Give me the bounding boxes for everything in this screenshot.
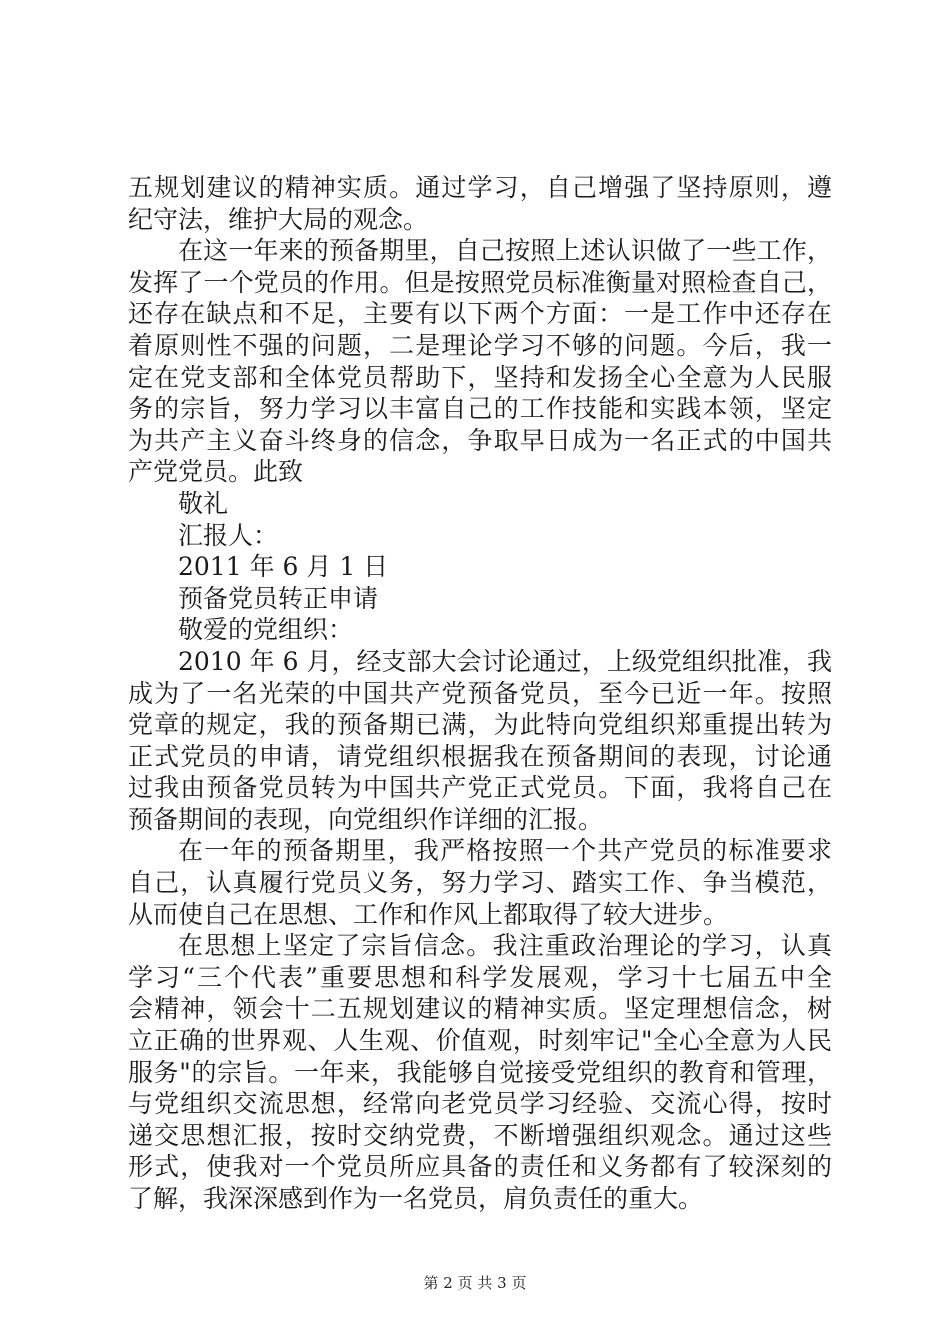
text-line: 成为了一名光荣的中国共产党预备党员，至今已近一年。按照 (128, 678, 832, 708)
text-line: 敬爱的党组织： (178, 615, 354, 645)
text-line: 立正确的世界观、人生观、价值观，时刻牢记"全心全意为人民 (128, 1026, 832, 1056)
text-line: 着原则性不强的问题，二是理论学习不够的问题。今后，我一 (128, 330, 832, 360)
text-line: 会精神，领会十二五规划建议的精神实质。坚定理想信念，树 (128, 994, 832, 1024)
text-line: 在这一年来的预备期里，自己按照上述认识做了一些工作， (178, 236, 832, 266)
text-line: 正式党员的申请，请党组织根据我在预备期间的表现，讨论通 (128, 741, 832, 771)
text-line: 敬礼 (178, 488, 229, 518)
text-line: 为共产主义奋斗终身的信念，争取早日成为一名正式的中国共 (128, 425, 832, 455)
text-line: 党章的规定，我的预备期已满，为此特向党组织郑重提出转为 (128, 710, 832, 740)
text-line: 预备党员转正申请 (178, 583, 379, 613)
text-line: 纪守法，维护大局的观念。 (128, 204, 429, 234)
text-line: 在思想上坚定了宗旨信念。我注重政治理论的学习，认真 (178, 931, 832, 961)
text-line: 形式，使我对一个党员所应具备的责任和义务都有了较深刻的 (128, 1152, 832, 1182)
text-line: 递交思想汇报，按时交纳党费，不断增强组织观念。通过这些 (128, 1120, 832, 1150)
text-line: 产党党员。此致 (128, 457, 304, 487)
text-line: 服务"的宗旨。一年来，我能够自觉接受党组织的教育和管理， (128, 1057, 832, 1087)
text-line: 过我由预备党员转为中国共产党正式党员。下面，我将自己在 (128, 773, 832, 803)
text-line: 学习“三个代表”重要思想和科学发展观，学习十七届五中全 (128, 962, 832, 992)
text-line: 汇报人： (178, 520, 279, 550)
text-line: 2011 年 6 月 1 日 (178, 552, 389, 582)
text-line: 务的宗旨，努力学习以丰富自己的工作技能和实践本领，坚定 (128, 394, 832, 424)
text-line: 与党组织交流思想，经常向老党员学习经验、交流心得，按时 (128, 1089, 832, 1119)
text-line: 了解，我深深感到作为一名党员，肩负责任的重大。 (128, 1184, 704, 1213)
text-line: 定在党支部和全体党员帮助下，坚持和发扬全心全意为人民服 (128, 362, 832, 392)
text-line: 还存在缺点和不足，主要有以下两个方面：一是工作中还存在 (128, 299, 832, 329)
document-body (128, 172, 832, 1215)
text-line: 2010 年 6 月，经支部大会讨论通过，上级党组织批准，我 (178, 646, 832, 676)
text-line: 自己，认真履行党员义务，努力学习、踏实工作、争当模范， (128, 868, 832, 898)
text-line: 五规划建议的精神实质。通过学习，自己增强了坚持原则，遵 (128, 173, 832, 202)
text-line: 发挥了一个党员的作用。但是按照党员标准衡量对照检查自己， (128, 267, 832, 297)
text-line: 在一年的预备期里，我严格按照一个共产党员的标准要求 (178, 836, 832, 866)
page-footer: 第 2 页 共 3 页 (423, 1274, 527, 1292)
text-line: 从而使自己在思想、工作和作风上都取得了较大进步。 (128, 899, 729, 929)
text-line: 预备期间的表现，向党组织作详细的汇报。 (128, 804, 604, 834)
